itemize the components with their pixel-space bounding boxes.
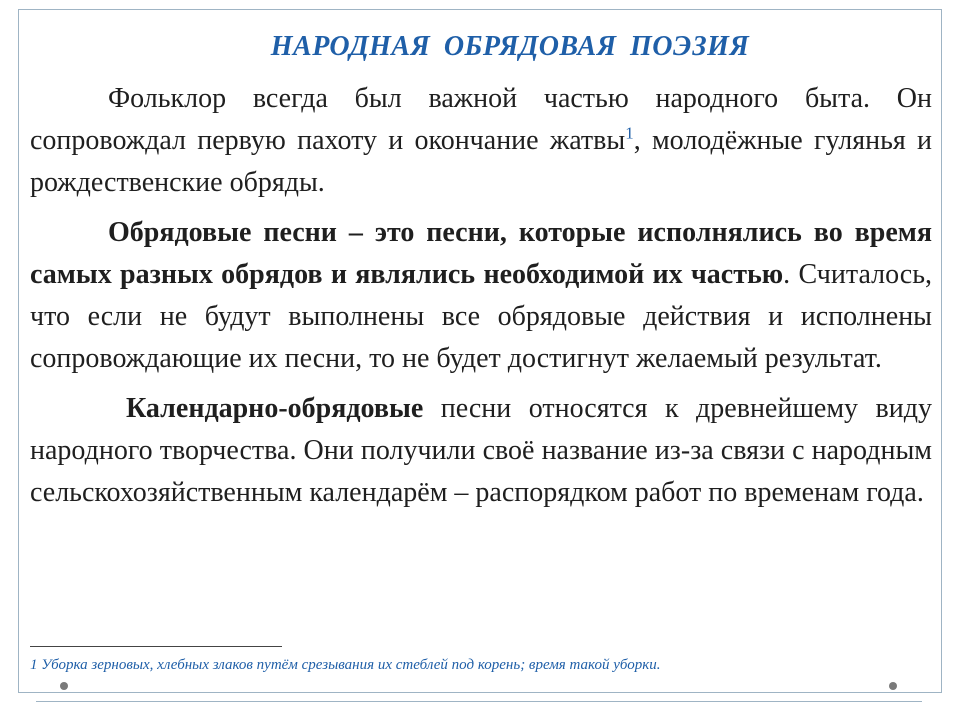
ritual-songs-rest: . Считалось, что если не будут выполнены все обрядовые действия и исполнены сопровождающие их песни, то не будет достигнут желаемый результат. — [30, 259, 932, 374]
decorative-dot-right — [889, 682, 897, 690]
slide-body — [30, 78, 932, 514]
paragraph-folklore-text: Фольклор всегда был важной частью народного быта. Он сопровождал первую пахоту и окончание жатвы — [30, 83, 932, 156]
paragraph-calendar-songs — [30, 388, 932, 514]
paragraph-folklore-tail: , молодёжные гулянья и рождественские обряды. — [30, 125, 933, 198]
slide-title: НАРОДНАЯ ОБРЯДОВАЯ ПОЭЗИЯ — [270, 31, 750, 62]
footnote-divider — [30, 646, 282, 647]
bottom-divider — [36, 701, 922, 702]
footnote-text: 1 Уборка зерновых, хлебных злаков путём срезывания их стеблей под корень; время такой уборки. — [30, 657, 661, 673]
calendar-songs-rest: песни относятся к древнейшему виду народного творчества. Они получили своё название из-за связи с народным сельскохозяйственным календарём – распорядком работ по временам года. — [30, 393, 932, 508]
footnote-reference: 1 — [625, 123, 634, 143]
decorative-dot-left — [60, 682, 68, 690]
paragraph-folklore — [30, 78, 932, 204]
calendar-songs-term: Календарно-обрядовые — [126, 393, 424, 424]
paragraph-ritual-songs — [30, 212, 932, 380]
ritual-songs-definition: Обрядовые песни – это песни, которые исполнялись во время самых разных обрядов и являлись необходимой их частью — [30, 217, 932, 290]
